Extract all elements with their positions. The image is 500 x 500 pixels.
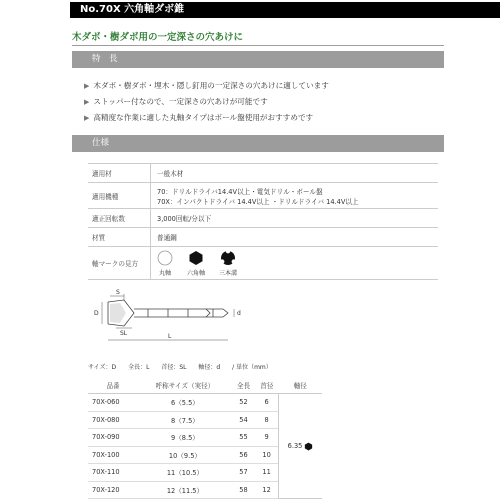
spec-row bbox=[88, 183, 438, 209]
arrow-icon: ▶ bbox=[84, 98, 90, 106]
table-row: 70X-110 11（10.5） 57 11 bbox=[88, 464, 322, 482]
spec-table bbox=[88, 163, 438, 280]
spec-label: 適正回転数 bbox=[88, 209, 151, 228]
subtitle: 木ダボ・樹ダボ用の一定深さの穴あけに bbox=[72, 32, 244, 43]
specs-heading: 仕様 bbox=[72, 135, 444, 152]
column-header: 呼称サイズ（実径） bbox=[138, 376, 232, 394]
spec-value bbox=[151, 247, 439, 280]
round-shaft-icon bbox=[157, 250, 173, 266]
shaft-mark-round: 丸軸 bbox=[157, 250, 173, 277]
spec-label: 適用材 bbox=[88, 164, 151, 183]
product-table-header bbox=[88, 376, 322, 394]
dimension-note: サイズ：D 全長：L 首径：SL 軸径：d / 単位（mm） bbox=[88, 364, 272, 371]
diagram-label-SL: SL bbox=[120, 330, 128, 337]
hex-shaft-icon bbox=[304, 442, 313, 451]
table-row: 70X-080 8（7.5） 54 8 bbox=[88, 411, 322, 429]
page-title: No.70X 六角軸ダボ錐 bbox=[70, 2, 500, 18]
spec-value: 70：ドリルドライバ14.4V以上・電気ドリル・ボール盤 70X：インパクトドライバ 14.4V以上 ・ドリルドライバ 14.4V以上 bbox=[151, 183, 439, 209]
features-heading: 特 長 bbox=[72, 51, 444, 68]
spec-value: 3,000回転/分以下 bbox=[151, 209, 439, 228]
shaft-diameter-cell bbox=[279, 394, 322, 499]
column-header: 全長 bbox=[232, 376, 255, 394]
dimension-diagram bbox=[88, 284, 268, 346]
spec-value: 一般木材 bbox=[151, 164, 439, 183]
spec-row bbox=[88, 209, 438, 228]
product-table bbox=[88, 376, 322, 499]
arrow-icon: ▶ bbox=[84, 114, 90, 122]
arrow-icon: ▶ bbox=[84, 82, 90, 90]
shaft-mark-three-groove: 三本溝 bbox=[219, 250, 237, 277]
spec-label: 適用機種 bbox=[88, 183, 151, 209]
divider bbox=[72, 45, 444, 46]
shaft-diameter-value: 6.35 bbox=[287, 442, 303, 450]
spec-value: 普通鋼 bbox=[151, 228, 439, 247]
diagram-label-d: d bbox=[237, 310, 241, 317]
column-header: 首径 bbox=[255, 376, 278, 394]
shaft-mark-hex: 六角軸 bbox=[187, 250, 205, 277]
diagram-label-S: S bbox=[116, 289, 120, 296]
column-header: 品番 bbox=[88, 376, 138, 394]
spec-row bbox=[88, 247, 438, 280]
shaft-marks bbox=[157, 250, 434, 277]
spec-row bbox=[88, 228, 438, 247]
three-groove-shaft-icon bbox=[220, 250, 236, 266]
hex-shaft-icon bbox=[188, 250, 204, 266]
table-row: 70X-060 6（5.5） 52 6 6.35 bbox=[88, 394, 322, 412]
table-row: 70X-090 9（8.5） 55 9 bbox=[88, 429, 322, 447]
column-header: 軸径 bbox=[279, 376, 322, 394]
feature-item: ▶ 木ダボ・樹ダボ・埋木・隠し釘用の一定深さの穴あけに適しています bbox=[84, 81, 329, 90]
feature-item: ▶ 高精度な作業に適した丸軸タイプはボール盤使用がおすすめです bbox=[84, 113, 314, 122]
spec-label: 材質 bbox=[88, 228, 151, 247]
diagram-label-D: D bbox=[94, 310, 99, 317]
feature-item: ▶ ストッパー付なので、一定深さの穴あけが可能です bbox=[84, 97, 268, 106]
table-row: 70X-120 12（11.5） 58 12 bbox=[88, 481, 322, 499]
spec-row bbox=[88, 164, 438, 183]
diagram-label-L: L bbox=[168, 333, 172, 340]
table-row: 70X-100 10（9.5） 56 10 bbox=[88, 446, 322, 464]
spec-label: 軸マークの見方 bbox=[88, 247, 151, 280]
